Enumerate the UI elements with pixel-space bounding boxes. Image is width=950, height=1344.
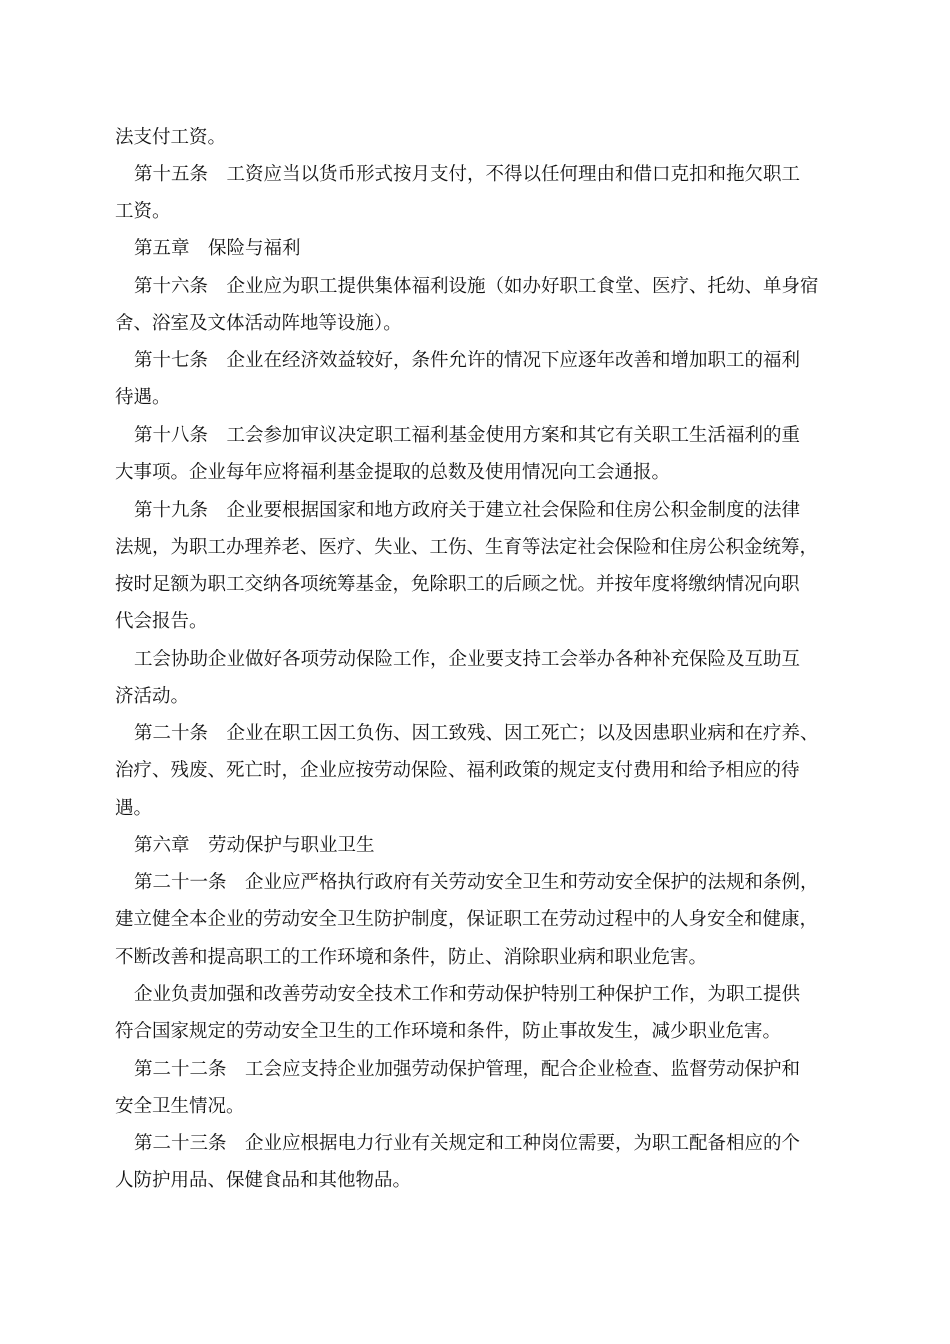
text-line: 遇。 <box>115 798 153 819</box>
text-line: 大事项。企业每年应将福利基金提取的总数及使用情况向工会通报。 <box>115 462 671 483</box>
article-21-heading-line: 第二十一条 企业应严格执行政府有关劳动安全卫生和劳动安全保护的法规和条例， <box>134 872 819 893</box>
text-line: 按时足额为职工交纳各项统筹基金，免除职工的后顾之忧。并按年度将缴纳情况向职 <box>115 574 800 595</box>
article-16-heading-line: 第十六条 企业应为职工提供集体福利设施（如办好职工食堂、医疗、托幼、单身宿 <box>134 276 819 297</box>
text-line: 舍、浴室及文体活动阵地等设施）。 <box>115 313 402 334</box>
article-22-heading-line: 第二十二条 工会应支持企业加强劳动保护管理，配合企业检查、监督劳动保护和 <box>134 1059 801 1080</box>
text-line: 工资。 <box>115 201 171 222</box>
text-line: 法规，为职工办理养老、医疗、失业、工伤、生育等法定社会保险和住房公积金统筹， <box>115 537 819 558</box>
paragraph-first-line: 企业负责加强和改善劳动安全技术工作和劳动保护特别工种保护工作，为职工提供 <box>134 984 801 1005</box>
paragraph-first-line: 工会协助企业做好各项劳动保险工作，企业要支持工会举办各种补充保险及互助互 <box>134 649 801 670</box>
chapter-6-heading: 第六章 劳动保护与职业卫生 <box>134 835 375 856</box>
text-line: 待遇。 <box>115 387 171 408</box>
text-line: 法支付工资。 <box>115 127 227 148</box>
text-line: 人防护用品、保健食品和其他物品。 <box>115 1170 412 1191</box>
chapter-5-heading: 第五章 保险与福利 <box>134 238 301 259</box>
article-19-heading-line: 第十九条 企业要根据国家和地方政府关于建立社会保险和住房公积金制度的法律 <box>134 500 801 521</box>
text-line: 代会报告。 <box>115 611 208 632</box>
article-15-heading-line: 第十五条 工资应当以货币形式按月支付，不得以任何理由和借口克扣和拖欠职工 <box>134 164 801 185</box>
text-line: 安全卫生情况。 <box>115 1096 245 1117</box>
article-20-heading-line: 第二十条 企业在职工因工负伤、因工致残、因工死亡；以及因患职业病和在疗养、 <box>134 723 819 744</box>
article-17-heading-line: 第十七条 企业在经济效益较好，条件允许的情况下应逐年改善和增加职工的福利 <box>134 350 801 371</box>
text-line: 建立健全本企业的劳动安全卫生防护制度，保证职工在劳动过程中的人身安全和健康， <box>115 909 819 930</box>
text-line: 治疗、残废、死亡时，企业应按劳动保险、福利政策的规定支付费用和给予相应的待 <box>115 760 800 781</box>
article-18-heading-line: 第十八条 工会参加审议决定职工福利基金使用方案和其它有关职工生活福利的重 <box>134 425 801 446</box>
article-23-heading-line: 第二十三条 企业应根据电力行业有关规定和工种岗位需要，为职工配备相应的个 <box>134 1133 801 1154</box>
text-line: 济活动。 <box>115 686 190 707</box>
text-line: 不断改善和提高职工的工作环境和条件，防止、消除职业病和职业危害。 <box>115 947 708 968</box>
text-line: 符合国家规定的劳动安全卫生的工作环境和条件，防止事故发生，减少职业危害。 <box>115 1021 782 1042</box>
